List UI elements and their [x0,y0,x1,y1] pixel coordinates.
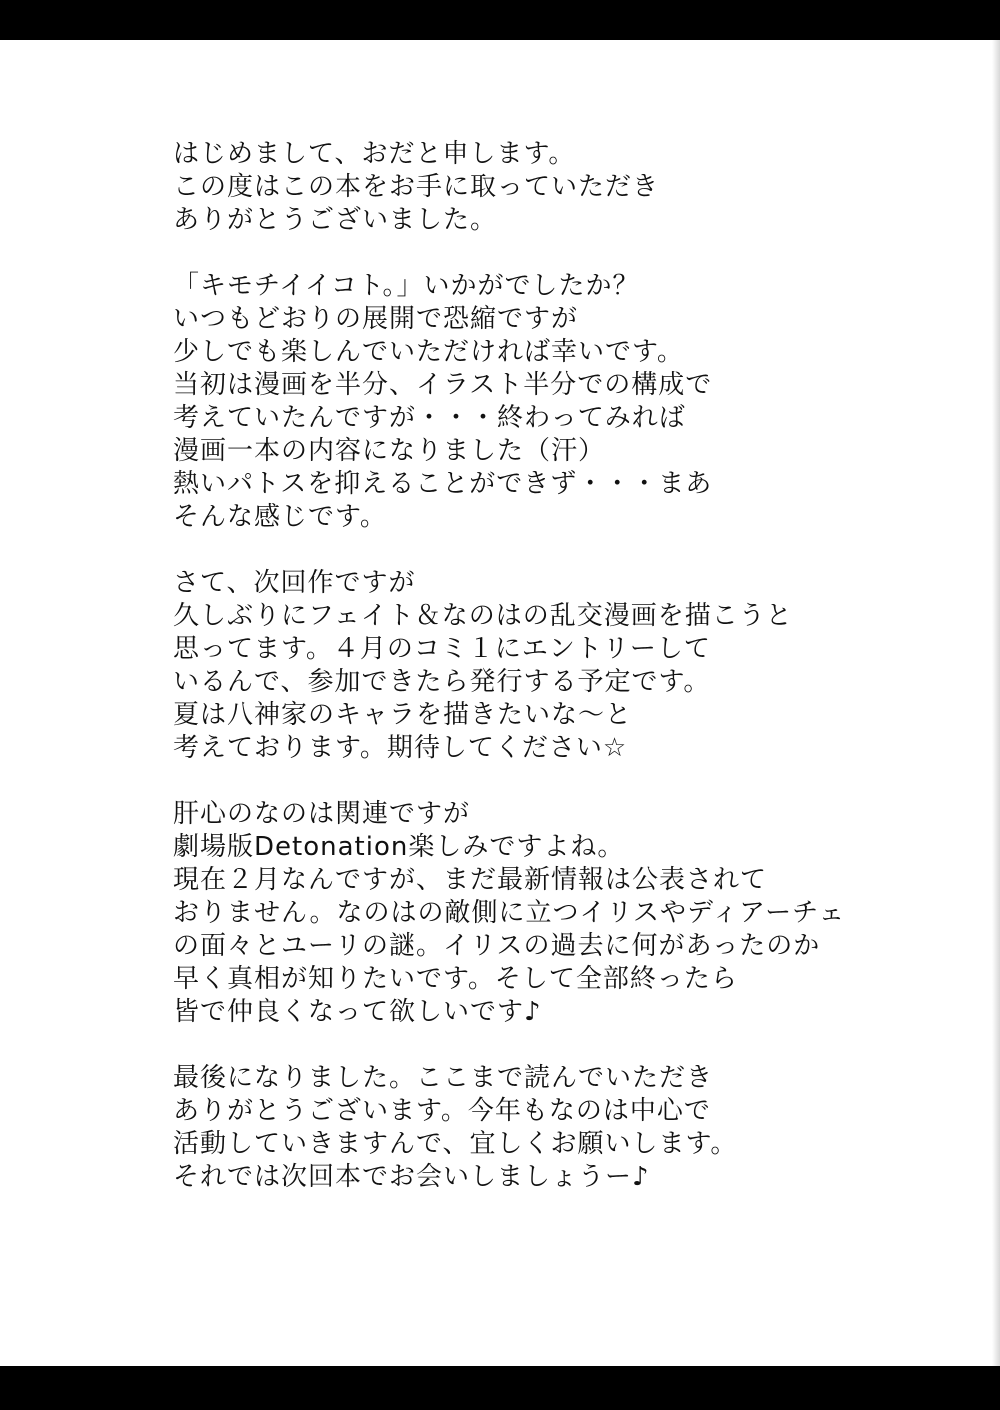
text-line: 久しぶりにフェイト＆なのはの乱交漫画を描こうと [173,601,793,631]
text-line: おりません。なのはの敵側に立つイリスやディアーチェ [173,898,846,928]
text-line: 現在２月なんですが、まだ最新情報は公表されて [173,865,768,895]
text-line: 肝心のなのは関連ですが [173,799,471,829]
text-line: 漫画一本の内容になりました（汗） [173,436,606,466]
text-line: それでは次回本でお会いしましょうー♪ [173,1162,650,1192]
text-line: 活動していきますんで、宜しくお願いします。 [173,1129,738,1159]
text-line: 考えております。期待してください☆ [173,733,628,763]
text-line: ありがとうございました。 [173,205,498,235]
text-line: 早く真相が知りたいです。そして全部終ったら [173,964,738,994]
text-line: 夏は八神家のキャラを描きたいな～と [173,700,633,730]
text-line: はじめまして、おだと申します。 [173,139,576,169]
text-line: 皆で仲良くなって欲しいです♪ [173,997,542,1027]
text-line: いるんで、参加できたら発行する予定です。 [173,667,711,697]
paragraph-book-comments [173,270,973,534]
afterword-text [173,138,973,1227]
text-line: 「キモチイイコト。」いかがでしたか？ [173,271,640,301]
text-line: そんな感じです。 [173,502,387,532]
text-line: の面々とユーリの謎。イリスの過去に何があったのか [173,931,821,961]
text-line: 最後になりました。ここまで読んでいただき [173,1063,714,1093]
text-line: 熱いパトスを抑えることができず・・・まあ [173,469,713,499]
paragraph-closing [173,1062,973,1194]
text-line: 少しでも楽しんでいただければ幸いです。 [173,337,684,367]
scan-border-top [0,0,1000,40]
text-line: 考えていたんですが・・・終わってみれば [173,403,686,433]
paragraph-next-work [173,567,973,765]
scan-border-bottom [0,1366,1000,1410]
text-line: 思ってます。４月のコミ１にエントリーして [173,634,711,664]
paragraph-greeting [173,138,973,237]
text-line: 劇場版Detonation楽しみですよね。 [173,832,625,862]
text-line: 当初は漫画を半分、イラスト半分での構成で [173,370,713,400]
text-line: この度はこの本をお手に取っていただき [173,172,660,202]
paragraph-nanoha-news [173,798,973,1029]
text-line: いつもどおりの展開で恐縮ですが [173,304,579,334]
text-line: ありがとうございます。今年もなのは中心で [173,1096,711,1126]
text-line: さて、次回作ですが [173,568,416,598]
scan-border-right [992,40,1000,1366]
